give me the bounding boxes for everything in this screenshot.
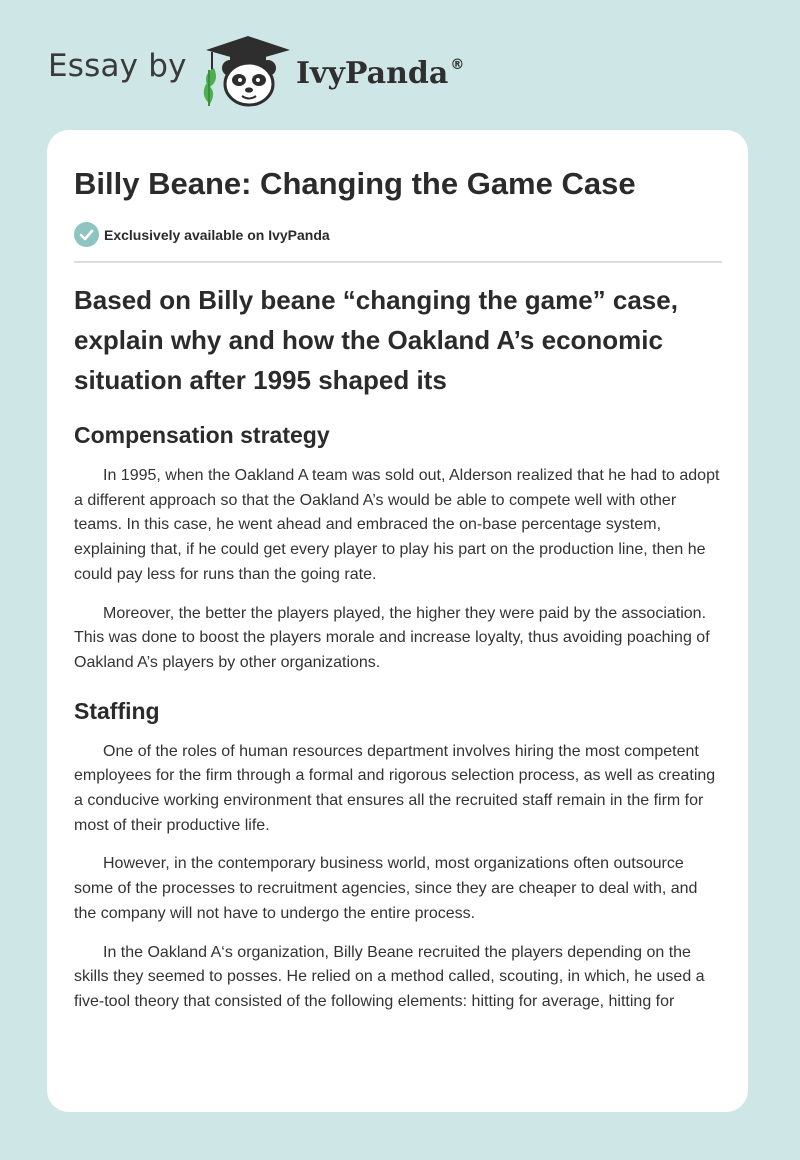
essay-by-label: Essay by (48, 48, 187, 84)
page-title: Billy Beane: Changing the Game Case (74, 166, 636, 201)
paragraph: One of the roles of human resources department involves hiring the most competent employees for the firm through a formal and rigorous selection process, as well as creating a conducive working environment that ensures all the recruited staff remain in the firm for most of their productive life. (74, 742, 716, 834)
exclusive-badge (74, 222, 474, 248)
paragraph: In the Oakland A‘s organization, Billy Beane recruited the players depending on the skills they seemed to posses. He relied on a method called, scouting, in which, he used a five-tool theory that consisted of the following elements: hitting for average, hitting for (74, 943, 705, 1010)
section-heading-compensation: Compensation strategy (74, 422, 330, 448)
essay-card (47, 130, 748, 1112)
divider (74, 261, 722, 263)
exclusive-label: Exclusively available on IvyPanda (104, 227, 330, 243)
essay-content (74, 280, 722, 1015)
panda-graduate-icon[interactable] (196, 30, 292, 110)
paragraph: In 1995, when the Oakland A team was sold out, Alderson realized that he had to adopt a different approach so that the Oakland A’s would be able to compete well with other teams. In this case, he went ahead and embraced the on-base percentage system, explaining that, if he could get every player to play his part on the production line, then he could pay less for runs than the going rate. (74, 467, 720, 583)
registered-mark: ® (450, 57, 465, 73)
section-heading-staffing: Staffing (74, 697, 160, 724)
essay-question: Based on Billy beane “changing the game” case, explain why and how the Oakland A’s economic situation after 1995 shaped its (74, 285, 678, 395)
paragraph: However, in the contemporary business world, most organizations often outsource some of the processes to recruitment agencies, since they are cheaper to deal with, and the company will not have to undergo the entire process. (74, 855, 698, 922)
brand-logo-text[interactable]: IvyPanda ® (296, 56, 465, 91)
check-circle-icon (74, 222, 99, 247)
site-header (0, 0, 800, 130)
paragraph: Moreover, the better the players played, the higher they were paid by the association. This was done to boost the players morale and increase loyalty, thus avoiding poaching of Oakland A’s players by other organizations. (74, 604, 710, 671)
